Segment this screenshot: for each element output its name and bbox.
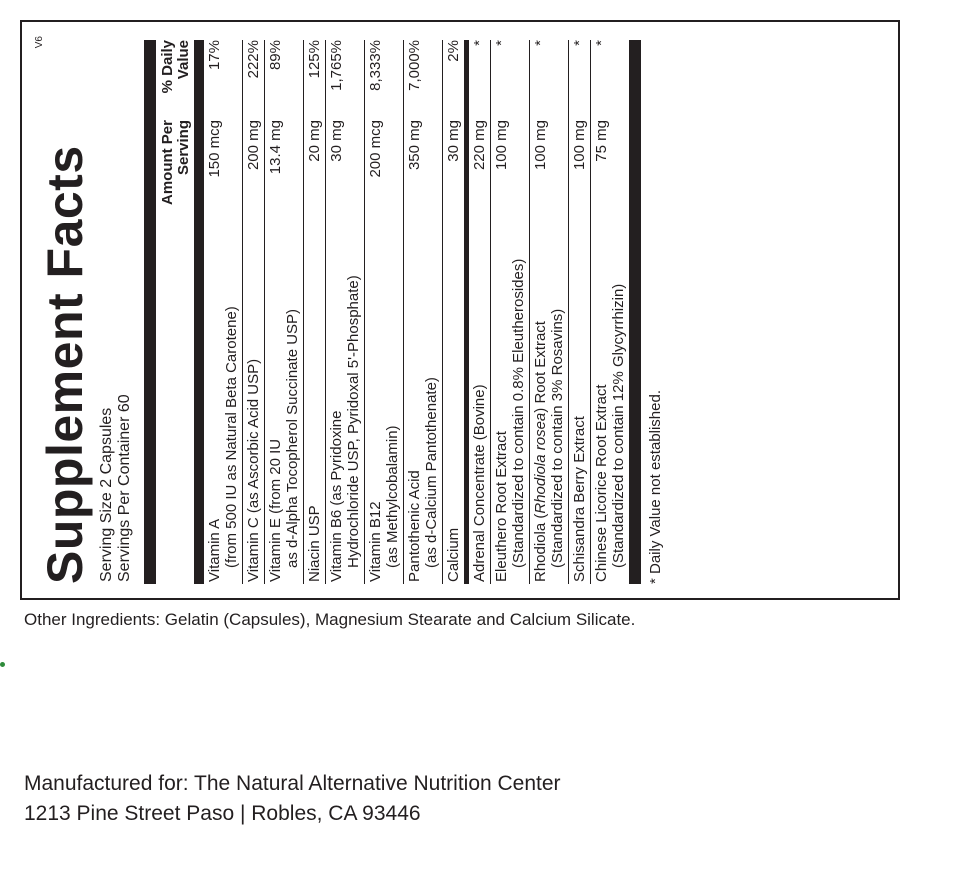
row-amount: 350 mg	[406, 120, 423, 171]
row-sub: Hydrochloride USP, Pyridoxal 5'-Phosphate)	[345, 275, 362, 568]
serving-size: Serving Size 2 Capsules	[98, 407, 115, 582]
row-name: Vitamin E (from 20 IU	[267, 438, 284, 582]
supplement-facts-panel	[20, 20, 900, 600]
table-row	[242, 40, 264, 584]
table-row	[303, 40, 325, 584]
header-bar	[194, 40, 204, 584]
row-amount: 200 mcg	[367, 120, 384, 178]
table-row	[490, 40, 529, 584]
row-dv: *	[571, 40, 588, 46]
row-dv: 222%	[245, 40, 262, 79]
row-name-italic: Rhodiola rosea	[532, 412, 549, 514]
table-row	[264, 40, 303, 584]
row-name: Vitamin C (as Ascorbic Acid USP)	[245, 358, 262, 582]
row-sub: (as d-Calcium Pantothenate)	[423, 377, 440, 568]
row-dv: 125%	[306, 40, 323, 79]
table-header	[156, 40, 194, 584]
row-name: Adrenal Concentrate (Bovine)	[471, 384, 488, 582]
row-name: Niacin USP	[306, 505, 323, 582]
row-name-pre: Rhodiola (	[532, 513, 549, 582]
table-row	[325, 40, 364, 584]
row-name: Eleuthero Root Extract	[493, 431, 510, 582]
row-name-post: ) Root Extract	[532, 321, 549, 413]
row-dv: *	[493, 40, 510, 46]
row-dv: *	[532, 40, 549, 46]
row-amount: 100 mg	[532, 120, 549, 171]
row-sub: (Standardized to contain 3% Rosavins)	[549, 308, 566, 568]
row-name: Vitamin B12	[367, 501, 384, 582]
row-amount: 75 mg	[593, 120, 610, 162]
green-dot	[0, 662, 5, 667]
row-amount: 100 mg	[571, 120, 588, 171]
row-dv: 2%	[445, 40, 462, 62]
row-name: Chinese Licorice Root Extract	[593, 384, 610, 582]
other-ingredients: Other Ingredients: Gelatin (Capsules), Magnesium Stearate and Calcium Silicate.	[24, 610, 636, 629]
row-sub: as d-Alpha Tocopherol Succinate USP)	[284, 308, 301, 568]
row-sub: (from 500 IU as Natural Beta Carotene)	[223, 306, 240, 568]
ingredient-rows	[204, 40, 629, 584]
facts-table	[144, 40, 664, 584]
table-row	[568, 40, 590, 584]
row-amount: 220 mg	[471, 120, 488, 171]
row-dv: *	[593, 40, 610, 46]
row-name: Schisandra Berry Extract	[571, 416, 588, 582]
panel-title: Supplement Facts	[37, 145, 93, 584]
row-amount: 30 mg	[328, 120, 345, 162]
row-dv: *	[471, 40, 488, 46]
manufacturer-line-2: 1213 Pine Street Paso | Robles, CA 93446	[24, 802, 421, 825]
row-sub: (Standardized to contain 12% Glycyrrhizin)	[610, 283, 627, 568]
row-amount: 30 mg	[445, 120, 462, 162]
row-dv: 17%	[206, 40, 223, 71]
table-row	[590, 40, 629, 584]
servings-per-container: Servings Per Container 60	[116, 394, 133, 582]
header-daily-value: % Daily Value	[159, 40, 192, 94]
row-amount: 20 mg	[306, 120, 323, 162]
row-amount: 13.4 mg	[267, 120, 284, 175]
table-row	[204, 40, 242, 584]
row-sub: (as Methylcobalamin)	[384, 425, 401, 568]
row-name: Vitamin B6 (as Pyridoxine	[328, 410, 345, 582]
row-dv: 7,000%	[406, 40, 423, 91]
row-dv: 8,333%	[367, 40, 384, 91]
row-dv: 1,765%	[328, 40, 345, 91]
table-row	[442, 40, 464, 584]
row-name: Calcium	[445, 527, 462, 582]
table-row	[529, 40, 568, 584]
row-amount: 100 mg	[493, 120, 510, 171]
table-row	[403, 40, 442, 584]
top-bar	[144, 40, 156, 584]
rotated-label	[32, 32, 892, 592]
version-code: V6	[34, 36, 45, 49]
row-sub: (Standardized to contain 0.8% Eleutherosides)	[510, 258, 527, 568]
row-amount: 150 mcg	[206, 120, 223, 178]
row-name: Pantothenic Acid	[406, 470, 423, 582]
footnote: * Daily Value not established.	[629, 40, 664, 584]
manufacturer-line-1: Manufactured for: The Natural Alternative Nutrition Center	[24, 772, 561, 795]
header-amount: Amount Per Serving	[159, 120, 192, 206]
row-amount: 200 mg	[245, 120, 262, 171]
table-row	[364, 40, 403, 584]
row-dv: 89%	[267, 40, 284, 71]
table-row	[464, 40, 490, 584]
row-name: Vitamin A	[206, 518, 223, 582]
